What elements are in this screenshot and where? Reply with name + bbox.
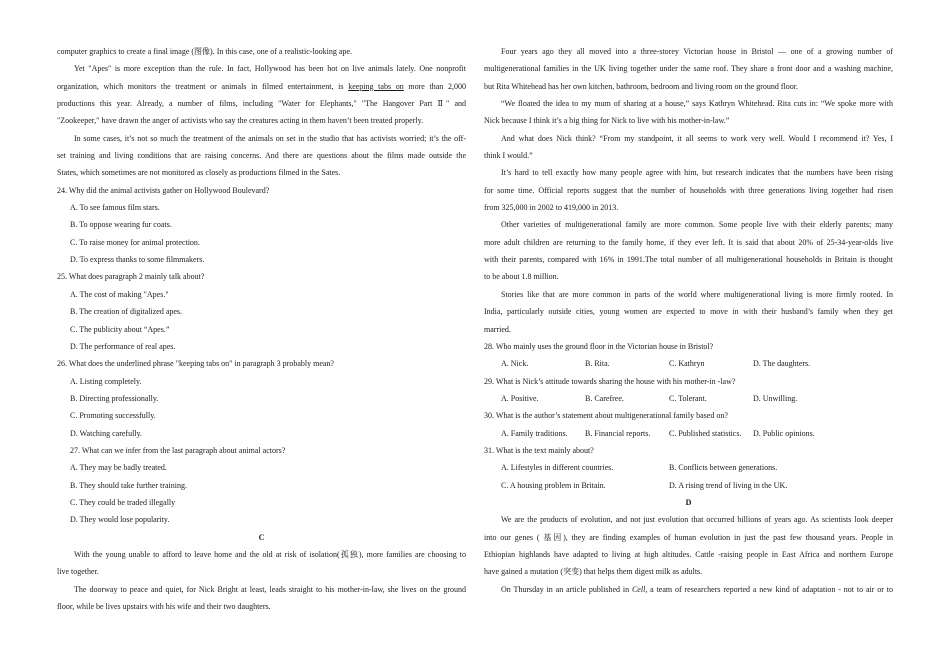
question-28-option-b: B. Rita. bbox=[585, 359, 610, 369]
passage-c-text-line: married. bbox=[484, 324, 511, 334]
question-31-option-d: D. A rising trend of living in the UK. bbox=[669, 480, 788, 490]
question-29-option-b: B. Carefree. bbox=[585, 393, 624, 403]
section-heading-c: C bbox=[258, 532, 265, 542]
question-30-option-c: C. Published statistics. bbox=[669, 428, 742, 438]
question-31-option-a: A. Lifestyles in different countries. bbox=[501, 463, 614, 473]
text-segment: more than 2,000 bbox=[403, 81, 466, 91]
passage-c-text-line: but Rita Whitehead has her own kitchen, bathroom, bedroom and living room on the ground floor. bbox=[484, 81, 799, 91]
question-24-option-a: A. To see famous film stars. bbox=[70, 203, 160, 213]
passage-c-text-line: India, particularly outside cities, young women are expected to move in with their husband’s family when they get bbox=[484, 307, 893, 317]
passage-d-text-line: Ethiopian highlands have adapted to living at high altitudes. Cattle -raising people in East Africa and northern Europe bbox=[484, 549, 893, 559]
question-26-option-a: A. Listing completely. bbox=[70, 376, 142, 386]
question-28: 28. Who mainly uses the ground floor in the Victorian house in Bristol? bbox=[484, 341, 714, 351]
question-25-option-c: C. The publicity about “Apes.” bbox=[70, 324, 170, 334]
passage-d-text-line bbox=[484, 581, 893, 598]
passage-b-text-line: In some cases, it’s not so much the treatment of the animals on set in the studio that has activists worried; it’s the off- bbox=[74, 133, 466, 143]
question-24: 24. Why did the animal activists gather on Hollywood Boulevard? bbox=[57, 185, 270, 195]
right-column bbox=[484, 43, 893, 598]
question-26-option-b: B. Directing professionally. bbox=[70, 393, 159, 403]
question-31: 31. What is the text mainly about? bbox=[484, 445, 594, 455]
passage-b-text-line: computer graphics to create a final image (图像). In this case, one of a realistic-looking ape. bbox=[57, 47, 352, 56]
question-25-option-d: D. The performance of real apes. bbox=[70, 341, 176, 351]
passage-c-text-line: The doorway to peace and quiet, for Nick Bright at least, leads straight to his mother-in-law, she lives on the ground bbox=[74, 584, 466, 594]
text-segment: On Thursday in an article published in bbox=[501, 584, 632, 594]
question-26-option-c: C. Promoting successfully. bbox=[70, 411, 156, 421]
question-30: 30. What is the author’s statement about multigenerational family based on? bbox=[484, 411, 728, 421]
question-30-options bbox=[484, 425, 893, 442]
question-28-option-a: A. Nick. bbox=[501, 359, 529, 369]
underlined-phrase: keeping tabs on bbox=[348, 81, 404, 91]
question-26-option-d: D. Watching carefully. bbox=[70, 428, 142, 438]
question-29-option-a: A. Positive. bbox=[501, 393, 539, 403]
passage-c-text-line: Other varieties of multigenerational family are more common. Some people live with their elderly parents; many bbox=[501, 220, 893, 230]
question-30-option-b: B. Financial reports. bbox=[585, 428, 651, 438]
question-24-option-d: D. To express thanks to some filmmakers. bbox=[70, 255, 205, 265]
question-28-option-d: D. The daughters. bbox=[753, 359, 811, 369]
passage-c-text-line: for some time. Official reports suggest that the number of households with three generations living together had risen bbox=[484, 185, 893, 195]
text-segment: , a team of researchers reported a new kind of adaptation - not to air or to bbox=[645, 584, 893, 594]
passage-b-text-line: States, which sometimes are not monitored as closely as productions filmed in the Sates. bbox=[57, 168, 341, 178]
question-29-options bbox=[484, 390, 893, 407]
question-31-options-row1 bbox=[484, 459, 893, 476]
passage-c-text-line: With the young unable to afford to leave home and the old at risk of isolation(孤独), more families are choosing to bbox=[74, 549, 466, 559]
passage-b-text-line: set training and living conditions that are raising concerns. And there are questions about the films made outside the bbox=[57, 151, 466, 161]
text-segment: organization, which monitors the treatment or animals in filmed entertainment, is bbox=[57, 81, 349, 91]
passage-c-text-line: floor, while be lives upstairs with his wife and their two daughters. bbox=[57, 602, 271, 611]
question-25-option-a: A. The cost of making "Apes." bbox=[70, 289, 169, 299]
passage-c-text-line: And what does Nick think? “From my standpoint, it all seems to work very well. Would I recommend it? Yes, I bbox=[501, 133, 893, 143]
passage-c-text-line: from 325,000 in 2002 to 419,000 in 2013. bbox=[484, 203, 619, 213]
question-25-option-b: B. The creation of digitalized apes. bbox=[70, 307, 183, 317]
question-28-option-c: C. Kathryn bbox=[669, 359, 705, 369]
question-25: 25. What does paragraph 2 mainly talk about? bbox=[57, 272, 205, 282]
question-24-option-b: B. To oppose wearing fur coats. bbox=[70, 220, 172, 230]
passage-c-text-line: “We floated the idea to my mum of sharing at a house,” says Kathryn Whitehead. Rita cuts in: “We spoke more with bbox=[501, 99, 893, 109]
question-28-options bbox=[484, 355, 893, 372]
question-27-option-c: C. They could be traded illegally bbox=[70, 497, 176, 507]
left-column bbox=[57, 43, 466, 615]
question-24-option-c: C. To raise money for animal protection. bbox=[70, 237, 200, 247]
journal-name: Cell bbox=[631, 584, 646, 594]
question-29-option-c: C. Tolerant. bbox=[669, 393, 707, 403]
passage-c-text-line: It’s hard to tell exactly how many people agree with him, but research indicates that the numbers have been rising bbox=[501, 168, 893, 178]
passage-c-text-line: Nick because I think it’s a big thing for Nick to live with his mother-in-law.” bbox=[484, 116, 730, 126]
question-27-option-d: D. They would lose popularity. bbox=[70, 515, 170, 525]
passage-d-text-line: have gained a mutation (突变) that helps them digest milk as adults. bbox=[484, 567, 703, 577]
question-31-option-b: B. Conflicts between generations. bbox=[669, 463, 778, 473]
passage-c-text-line: with their parents, compared with 16% in 1991.The total number of all multigenerational households in Britain is thought bbox=[484, 255, 893, 265]
question-31-options-row2 bbox=[484, 477, 893, 494]
question-29-option-d: D. Unwilling. bbox=[753, 393, 798, 403]
question-27-option-a: A. They may be badly treated. bbox=[70, 463, 167, 473]
passage-c-text-line: to be about 1.8 million. bbox=[484, 272, 559, 282]
passage-b-text-line: Yet "Apes" is more exception than the rule. In fact, Hollywood has been hot on live animals lately. One nonprofit bbox=[74, 64, 466, 74]
question-29: 29. What is Nick’s attitude towards sharing the house with his mother-in -law? bbox=[484, 376, 736, 386]
passage-d-text-line: We are the products of evolution, and not just evolution that occurred billions of years ago. As scientists look deeper bbox=[501, 515, 893, 525]
question-27: 27. What can we infer from the last paragraph about animal actors? bbox=[70, 445, 286, 455]
question-27-option-b: B. They should take further training. bbox=[70, 480, 187, 490]
question-30-option-d: D. Public opinions. bbox=[753, 428, 815, 438]
passage-b-text-line: productions this year. Already, a number of films, including "Water for Elephants," "The Hangover Part Ⅱ" and bbox=[57, 99, 466, 109]
passage-c-text-line: live together. bbox=[57, 567, 99, 577]
passage-c-text-line: think I would.” bbox=[484, 151, 533, 161]
question-31-option-c: C. A housing problem in Britain. bbox=[501, 480, 606, 490]
passage-c-text-line: multigenerational families in the UK living together under the same roof. They share a front door and a washing machine, bbox=[484, 64, 893, 74]
question-30-option-a: A. Family traditions. bbox=[501, 428, 568, 438]
passage-c-text-line: more adult children are returning to the family home, if they ever left. It is said that about 20% of 25-34-year-olds live bbox=[484, 237, 893, 247]
passage-c-text-line: Four years ago they all moved into a three-storey Victorian house in Bristol — one of a growing number of bbox=[501, 47, 893, 56]
question-26: 26. What does the underlined phrase "keeping tabs on" in paragraph 3 probably mean? bbox=[57, 359, 334, 369]
section-heading-d: D bbox=[685, 497, 692, 507]
passage-c-text-line: Stories like that are more common in parts of the world where multigenerational living is more firmly rooted. In bbox=[501, 289, 893, 299]
passage-b-text-line: "Zookeeper," have drawn the anger of activists who say the creatures acting in them haven’t been treated properly. bbox=[57, 116, 424, 126]
passage-d-text-line: into our genes ( 基因), they are finding examples of human evolution in just the past few thousand years. People in bbox=[484, 532, 893, 542]
passage-b-text-line bbox=[57, 78, 466, 95]
